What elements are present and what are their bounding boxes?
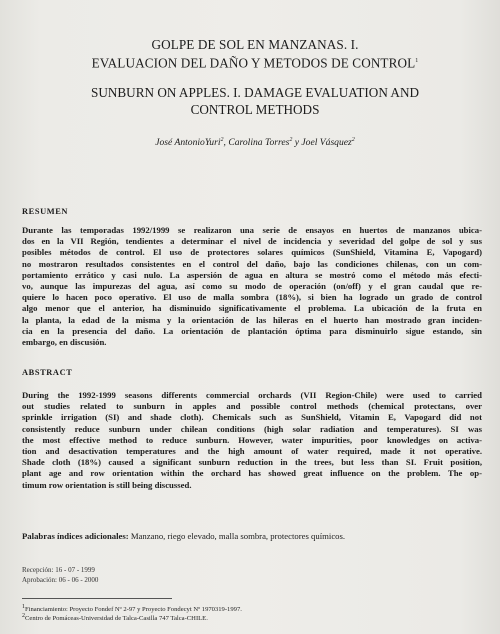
abstract-line: Shade cloth (18%) caused a significant sunburn reduction in the trees, but less than SI. Fruit position, — [22, 457, 482, 468]
footnote-1-mark: 1 — [22, 604, 25, 610]
resumen-line: vo, aunque las impurezas del agua, así como su modo de operación (on/off) y el gran caudal que re- — [22, 281, 482, 292]
resumen-line: la planta, la edad de la misma y la orientación de las hileras en el huerto han mostrado gran inciden- — [22, 314, 482, 325]
dates-block — [22, 565, 98, 585]
title-english — [40, 84, 470, 118]
title-english-line2: CONTROL METHODS — [190, 102, 320, 117]
keywords-label: Palabras índices adicionales: — [22, 531, 129, 541]
resumen-line: portamiento errático y casi nulo. La aspersión de agua en altura se mostró como el método más efecti- — [22, 269, 482, 280]
title-spanish — [40, 36, 470, 71]
author-2: , Carolina Torres — [223, 137, 290, 149]
abstract-line: During the 1992-1999 seasons differents commercial orchards (VII Region-Chile) were used to carried — [22, 390, 482, 400]
footnote-2 — [22, 612, 208, 623]
footnote-2-mark: 2 — [22, 613, 25, 619]
resumen-line: cia en la presencia del daño. La orientación de plantación óptima para disminuirlo sigue estando, sin — [22, 325, 482, 336]
title-spanish-line2-wrap — [40, 53, 470, 71]
keywords-text: Manzano, riego elevado, malla sombra, protectores químicos. — [128, 531, 346, 541]
resumen-heading: RESUMEN — [22, 207, 69, 216]
title-spanish-line1: GOLPE DE SOL EN MANZANAS. I. — [151, 37, 359, 52]
footnote-1-text: Financiamiento: Proyecto Fondef Nº 2-97 y Proyecto Fondecyt Nº 1970319-1997. — [25, 606, 242, 614]
resumen-body — [22, 225, 482, 348]
resumen-line: Durante las temporadas 1992/1999 se realizaron una serie de ensayos en huertos de manzanos ubica- — [22, 225, 482, 235]
resumen-line: embargo, en discusión. — [22, 337, 107, 348]
authors-line — [40, 137, 470, 148]
author-3: y Joel Vásquez — [292, 137, 352, 149]
abstract-heading: ABSTRACT — [22, 368, 73, 377]
abstract-line: consistently reduce sunburn under chilean conditions (high solar radiation and temperatures). SI was — [22, 423, 482, 434]
abstract-line: timum row orientation is still being discussed. — [22, 479, 192, 490]
title-spanish-line2: EVALUACION DEL DAÑO Y METODOS DE CONTROL — [91, 55, 416, 71]
abstract-line: tion and desactivation temperatures and the high amount of water required, made it not operative. — [22, 446, 482, 457]
author-1: José AntonioYuri — [155, 137, 221, 149]
author-1-mark: 2 — [220, 137, 224, 143]
footnote-2-text: Centro de Pomáceas-Universidad de Talca-Casilla 747 Talca-CHILE. — [25, 615, 208, 623]
approved-date: Aprobación: 06 - 06 - 2000 — [22, 576, 99, 584]
title-english-line1: SUNBURN ON APPLES. I. DAMAGE EVALUATION AND — [91, 85, 419, 100]
keywords-line — [22, 531, 492, 541]
resumen-line: no mostraron resultados consistentes en el control del daño, bajo las condiciones chilenas, con un com- — [22, 258, 482, 269]
abstract-line: out studies related to sunburn in apples and possible control methods (chemical protectans, over — [22, 401, 482, 412]
resumen-line: dos en la VII Región, tendientes a determinar el nivel de incidencia y severidad del golpe de sol y sus — [22, 236, 482, 247]
abstract-line: plant age and row orientation within the orchard has showed great influence on the problem. The op- — [22, 468, 482, 479]
author-3-mark: 2 — [351, 137, 355, 143]
footnote-divider — [22, 598, 172, 599]
resumen-line: quiere lo hacen poco operativo. El uso de malla sombra (18%), si bien ha logrado un grado de control — [22, 292, 482, 303]
received-date: Recepción: 16 - 07 - 1999 — [22, 566, 95, 574]
resumen-line: posibles métodos de control. El uso de protectores solares químicos (SunShield, Vitamina E, Vapogard) — [22, 247, 482, 258]
title-footnote-mark: 1 — [415, 58, 419, 64]
abstract-line: the most effective method to reduce sunburn. However, water impurities, poor knowledges on activa- — [22, 434, 482, 445]
abstract-line: sprinkle irrigation (SI) and shade cloth). Chemicals such as SunShield, Vitamin E, Vapogard did not — [22, 412, 482, 423]
resumen-line: algo menor que el anterior, ha disminuido significativamente el problema. La ubicación de la fruta en — [22, 303, 482, 314]
abstract-body — [22, 390, 482, 491]
author-2-mark: 2 — [289, 137, 293, 143]
